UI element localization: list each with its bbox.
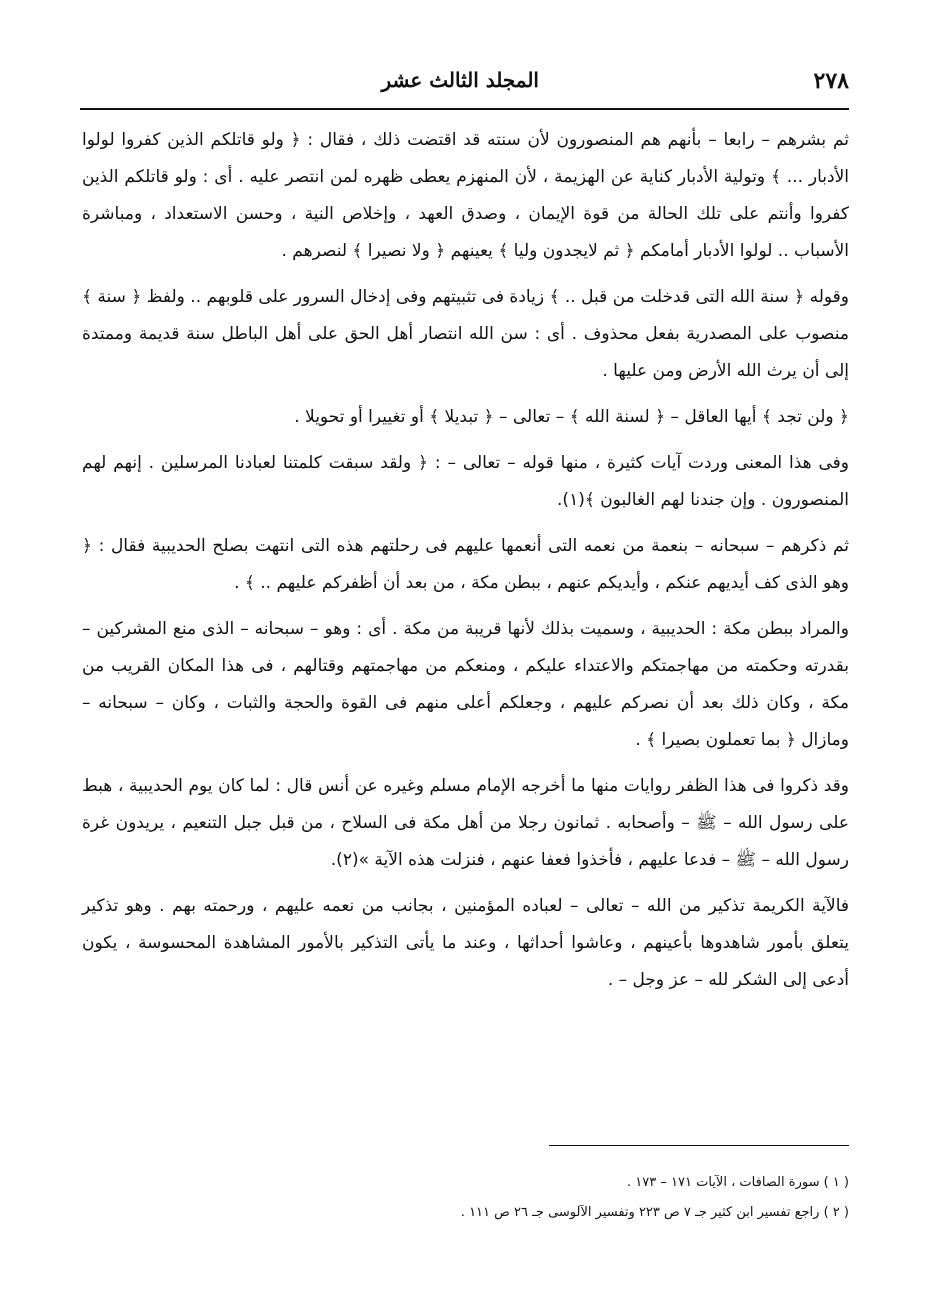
footnote: ( ٢ ) راجع تفسير ابن كثير جـ ٧ ص ٢٢٣ وتفسير الآلوسى جـ ٢٦ ص ١١١ . bbox=[460, 1205, 849, 1220]
volume-title: المجلد الثالث عشر bbox=[381, 68, 539, 92]
paragraph: وقد ذكروا فى هذا الظفر روايات منها ما أخرجه الإمام مسلم وغيره عن أنس قال : لما كان يوم الحديبية ، هبط على رسول الله – ﷺ – وأصحابه . ثمانون رجلا من أهل مكة فى السلاح ، من قبل جبل التنعيم ، يريدون غرة رسول الله – ﷺ – فدعا عليهم ، فأخذوا فعفا عنهم ، فنزلت هذه الآية »(٢). bbox=[82, 776, 849, 870]
paragraph: وفى هذا المعنى وردت آيات كثيرة ، منها قوله – تعالى – : ﴿ ولقد سبقت كلمتنا لعبادنا المرسلين . إنهم لهم المنصورون . وإن جندنا لهم الغالبون ﴾(١). bbox=[82, 453, 849, 510]
paragraph: فالآية الكريمة تذكير من الله – تعالى – لعباده المؤمنين ، بجانب من نعمه عليهم ، ورحمته بهم . وهو تذكير يتعلق بأمور شاهدوها بأعينهم ، وعاشوا أحداثها ، وعند ما يأتى التذكير بالأمور المشاهدة المحسوسة ، يكون أدعى إلى الشكر لله – عز وجل – . bbox=[82, 896, 849, 990]
paragraph: ثم بشرهم – رابعا – بأنهم هم المنصورون لأن سنته قد اقتضت ذلك ، فقال : ﴿ ولو قاتلكم الذين كفروا لولوا الأدبار ... ﴾ وتولية الأدبار كناية عن الهزيمة ، لأن المنهزم يعطى ظهره لمن انتصر عليه . أى : ولو قاتلكم الذين كفروا وأنتم على تلك الحالة من قوة الإيمان ، وصدق العهد ، وإخلاص النية ، وحسن الاستعداد ، ومباشرة الأسباب .. لولوا الأدبار أمامكم ﴿ ثم لايجدون وليا ﴾ يعينهم ﴿ ولا نصيرا ﴾ لنصرهم . bbox=[82, 130, 849, 261]
footnotes bbox=[82, 1168, 849, 1228]
paragraph: وقوله ﴿ سنة الله التى قدخلت من قبل .. ﴾ زيادة فى تثبيتهم وفى إدخال السرور على قلوبهم .. ولفظ ﴿ سنة ﴾ منصوب على المصدرية بفعل محذوف . أى : سن الله انتصار أهل الحق على أهل الباطل سنة قديمة وممتدة إلى أن يرث الله الأرض ومن عليها . bbox=[82, 287, 849, 381]
page-number: ٢٧٨ bbox=[813, 68, 849, 94]
footnote: ( ١ ) سورة الصافات ، الآيات ١٧١ – ١٧٣ . bbox=[627, 1175, 849, 1190]
footnote-rule bbox=[549, 1145, 849, 1146]
paragraph: ﴿ ولن تجد ﴾ أيها العاقل – ﴿ لسنة الله ﴾ – تعالى – ﴿ تبديلا ﴾ أو تغييرا أو تحويلا . bbox=[294, 407, 849, 427]
page-header bbox=[82, 62, 849, 102]
paragraph: ثم ذكرهم – سبحانه – بنعمة من نعمه التى أنعمها عليهم فى رحلتهم هذه التى انتهت بصلح الحديبية فقال : ﴿ وهو الذى كف أيديهم عنكم ، وأيديكم عنهم ، ببطن مكة ، من بعد أن أظفركم عليهم .. ﴾ . bbox=[82, 536, 849, 593]
paragraph: والمراد ببطن مكة : الحديبية ، وسميت بذلك لأنها قريبة من مكة . أى : وهو – سبحانه – الذى منع المشركين – بقدرته وحكمته من مهاجمتكم والاعتداء عليكم ، ومنعكم من مهاجمتهم وقتالهم ، فى هذا المكان القريب من مكة ، وكان ذلك بعد أن نصركم عليهم ، وجعلكم أعلى منهم فى القوة والحجة والثبات ، وكان – سبحانه – ومازال ﴿ بما تعملون بصيرا ﴾ . bbox=[82, 619, 849, 750]
body-text bbox=[82, 122, 849, 1008]
header-rule bbox=[80, 108, 849, 110]
